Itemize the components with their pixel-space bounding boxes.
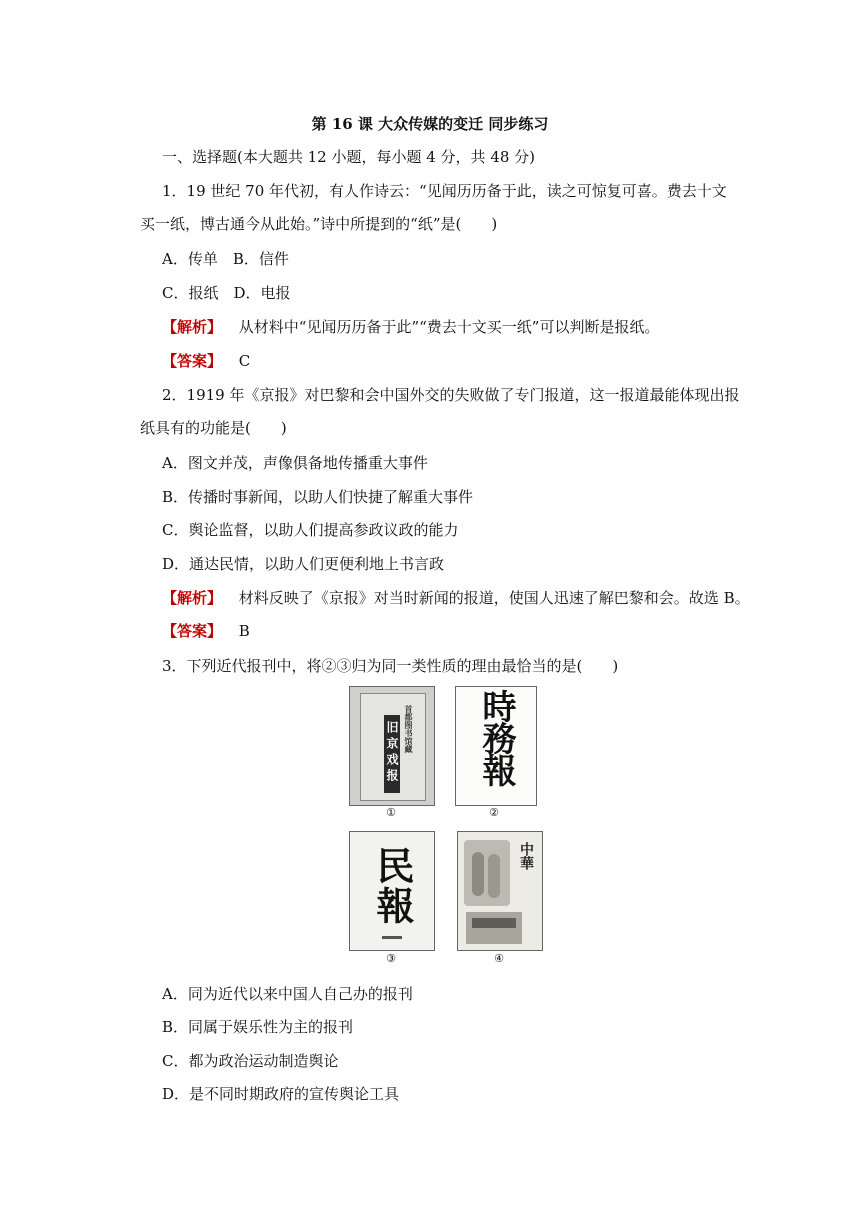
q1-stem-line2: 买一纸，博古通今从此始。”诗中所提到的“纸”是( )	[140, 215, 498, 233]
q1-analysis	[162, 316, 659, 337]
q2-answer	[162, 620, 250, 641]
analysis-tag: 【解析】	[162, 589, 223, 607]
q2-option-d: D．通达民情，以助人们更便利地上书言政	[162, 555, 445, 573]
q1-options-row2: C．报纸 D．电报	[162, 284, 291, 302]
q1-answer-value: C	[238, 352, 251, 370]
answer-tag: 【答案】	[162, 622, 223, 640]
newspaper-image-1	[349, 686, 435, 806]
analysis-tag: 【解析】	[162, 318, 223, 336]
q3-option-b: B．同属于娱乐性为主的报刊	[162, 1018, 354, 1036]
q1-answer	[162, 350, 250, 371]
q1-stem-line1: 1．19 世纪 70 年代初，有人作诗云：“见闻历历备于此，读之可惊复可喜。费去十文	[162, 182, 727, 200]
img4-number: ④	[494, 952, 504, 965]
q2-option-a: A．图文并茂，声像俱备地传播重大事件	[162, 454, 428, 472]
img1-side-text: 首都图书馆藏	[404, 705, 414, 753]
answer-tag: 【答案】	[162, 352, 223, 370]
img2-number: ②	[489, 806, 499, 819]
q3-stem: 3．下列近代报刊中，将②③归为同一类性质的理由最恰当的是( )	[162, 657, 619, 675]
q2-analysis-text: 材料反映了《京报》对当时新闻的报道，使国人迅速了解巴黎和会。故选 B。	[238, 589, 750, 607]
q2-answer-value: B	[238, 622, 250, 640]
img4-text: 中華	[518, 842, 534, 870]
q2-stem-line1: 2．1919 年《京报》对巴黎和会中国外交的失败做了专门报道，这一报道最能体现出报	[162, 386, 740, 404]
newspaper-image-4	[457, 831, 543, 951]
q2-option-c: C．舆论监督，以助人们提高参政议政的能力	[162, 521, 459, 539]
img3-text: 民報	[370, 846, 415, 926]
q2-option-b: B．传播时事新闻，以助人们快捷了解重大事件	[162, 488, 474, 506]
section-heading: 一、选择题(本大题共 12 小题，每小题 4 分，共 48 分)	[162, 148, 536, 166]
page-title: 第 16 课 大众传媒的变迁 同步练习	[311, 115, 549, 133]
q3-option-a: A．同为近代以来中国人自己办的报刊	[162, 985, 413, 1003]
q1-options-row1: A．传单 B．信件	[162, 250, 289, 268]
newspaper-image-3	[349, 831, 435, 951]
q1-analysis-text: 从材料中“见闻历历备于此”“费去十文买一纸”可以判断是报纸。	[238, 318, 660, 336]
q3-option-c: C．都为政治运动制造舆论	[162, 1052, 339, 1070]
q2-stem-line2: 纸具有的功能是( )	[140, 419, 287, 437]
img2-text: 時務報	[476, 689, 516, 785]
img1-main-text: 旧京戏报	[385, 721, 399, 785]
newspaper-image-2	[455, 686, 537, 806]
img3-number: ③	[386, 952, 396, 965]
q3-option-d: D．是不同时期政府的宣传舆论工具	[162, 1085, 400, 1103]
q2-analysis	[162, 587, 750, 608]
img1-number: ①	[386, 806, 396, 819]
